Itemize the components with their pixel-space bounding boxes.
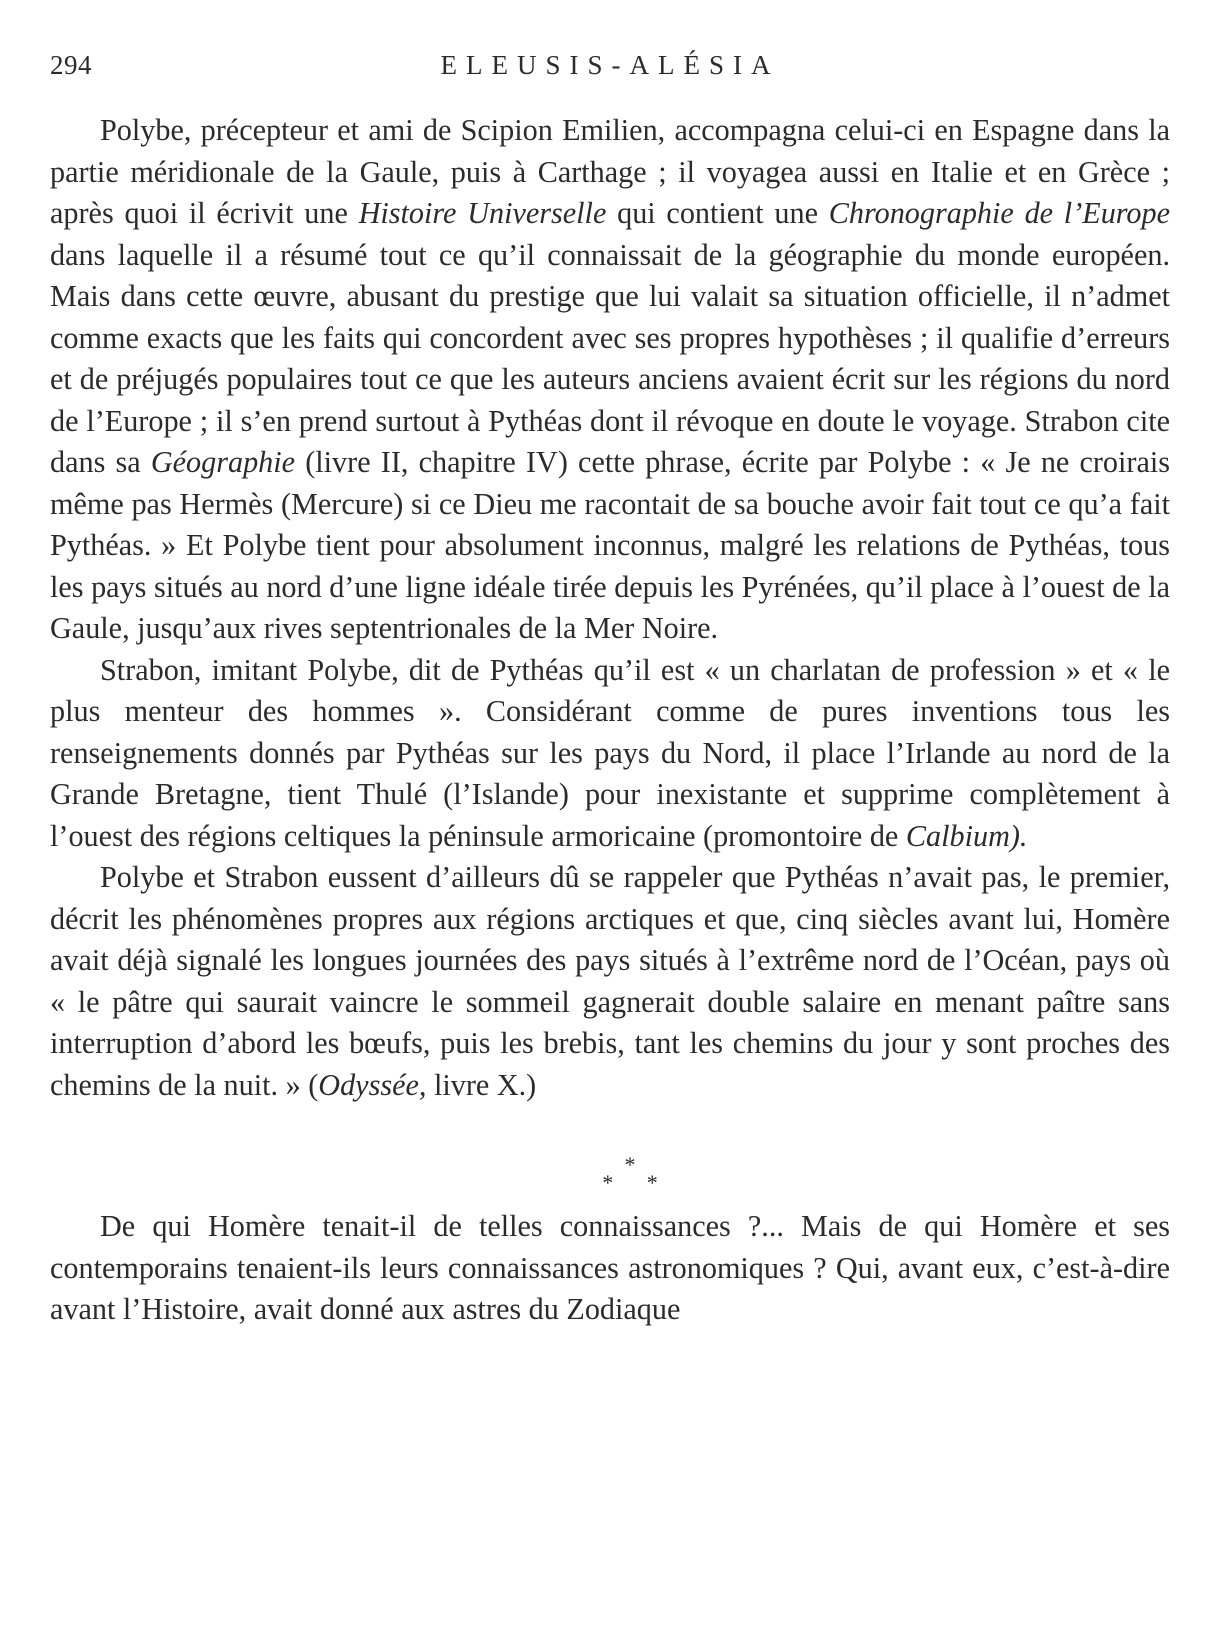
italic-text: Histoire Universelle <box>358 196 607 230</box>
text-run: Polybe, précepteur et ami de Scipion Emilien, accompagna celui-ci en Espagne dans la partie méridionale de la Gaule, puis à Carthage ; il voyagea aussi en Italie et en Grèce ; après quoi il écrivit une <box>50 113 1170 230</box>
text-run: Strabon, imitant Polybe, dit de Pythéas qu’il est « un charlatan de profession » et « le plus menteur des hommes ». Considérant comme de pures inventions tous les renseignements donnés par Pythéas sur les pays du Nord, il place l’Irlande au nord de la Grande Bretagne, tient Thulé (l’Islande) pour inexistante et supprime complètement à l’ouest des régions celtiques la péninsule armoricaine (promontoire de <box>50 652 1170 853</box>
text-run: livre X.) <box>426 1067 537 1102</box>
page-number: 294 <box>50 50 92 80</box>
italic-text: Chronographie de l’Europe <box>828 196 1170 230</box>
paragraph <box>50 1206 1170 1331</box>
text-run: Polybe et Strabon eussent d’ailleurs dû se rappeler que Pythéas n’avait pas, le premier, décrit les phénomènes propres aux régions arctiques et que, cinq siècles avant lui, Homère avait déjà signalé les longues journées des pays situés à l’extrême nord de l’Océan, pays où « le pâtre qui saurait vaincre le sommeil gagnerait double salaire en menant paître sans interruption d’abord les bœufs, puis les brebis, tant les chemins du jour y sont proches des chemins de la nuit. » ( <box>50 860 1170 1102</box>
text-run: qui contient une <box>606 196 829 230</box>
text-run: De qui Homère tenait-il de telles connaissances ?... Mais de qui Homère et ses contemporains tenaient-ils leurs connaissances astronomiques ? Qui, avant eux, c’est-à-dire avant l’Histoire, avait donné aux astres du Zodiaque <box>50 1209 1170 1326</box>
asterism-bottom: * * <box>602 1170 672 1195</box>
paragraph <box>50 650 1170 858</box>
running-title: ELEUSIS-ALÉSIA <box>440 50 780 80</box>
asterism-top: * <box>624 1152 636 1177</box>
paragraph <box>50 110 1170 650</box>
italic-text: Géographie <box>150 445 296 479</box>
section-break-asterism <box>90 1106 1170 1206</box>
italic-text: Calbium). <box>905 818 1028 853</box>
text-run: dans laquelle il a résumé tout ce qu’il connaissait de la géographie du monde européen. Mais dans cette œuvre, abusant du prestige que lui valait sa situation officielle, il n’admet comme exacts que les faits qui concordent avec ses propres hypothèses ; il qualifie d’erreurs et de préjugés populaires tout ce que les auteurs anciens avaient écrit sur les régions du nord de l’Europe ; il s’en prend surtout à Pythéas dont il révoque en doute le voyage. Strabon cite dans sa <box>50 237 1170 479</box>
paragraph <box>50 857 1170 1106</box>
body-text <box>50 110 1170 1331</box>
text-run: (livre II, chapitre IV) cette phrase, écrite par Polybe : « Je ne croirais même pas Hermès (Mercure) si ce Dieu me racontait de sa bouche avoir fait tout ce qu’a fait Pythéas. » Et Polybe tient pour absolument inconnus, malgré les relations de Pythéas, tous les pays situés au nord d’une ligne idéale tirée depuis les Pyrénées, qu’il place à l’ouest de la Gaule, jusqu’aux rives septentrionales de la Mer Noire. <box>50 445 1170 645</box>
running-header <box>50 46 1170 86</box>
italic-text: Odyssée, <box>318 1067 427 1102</box>
